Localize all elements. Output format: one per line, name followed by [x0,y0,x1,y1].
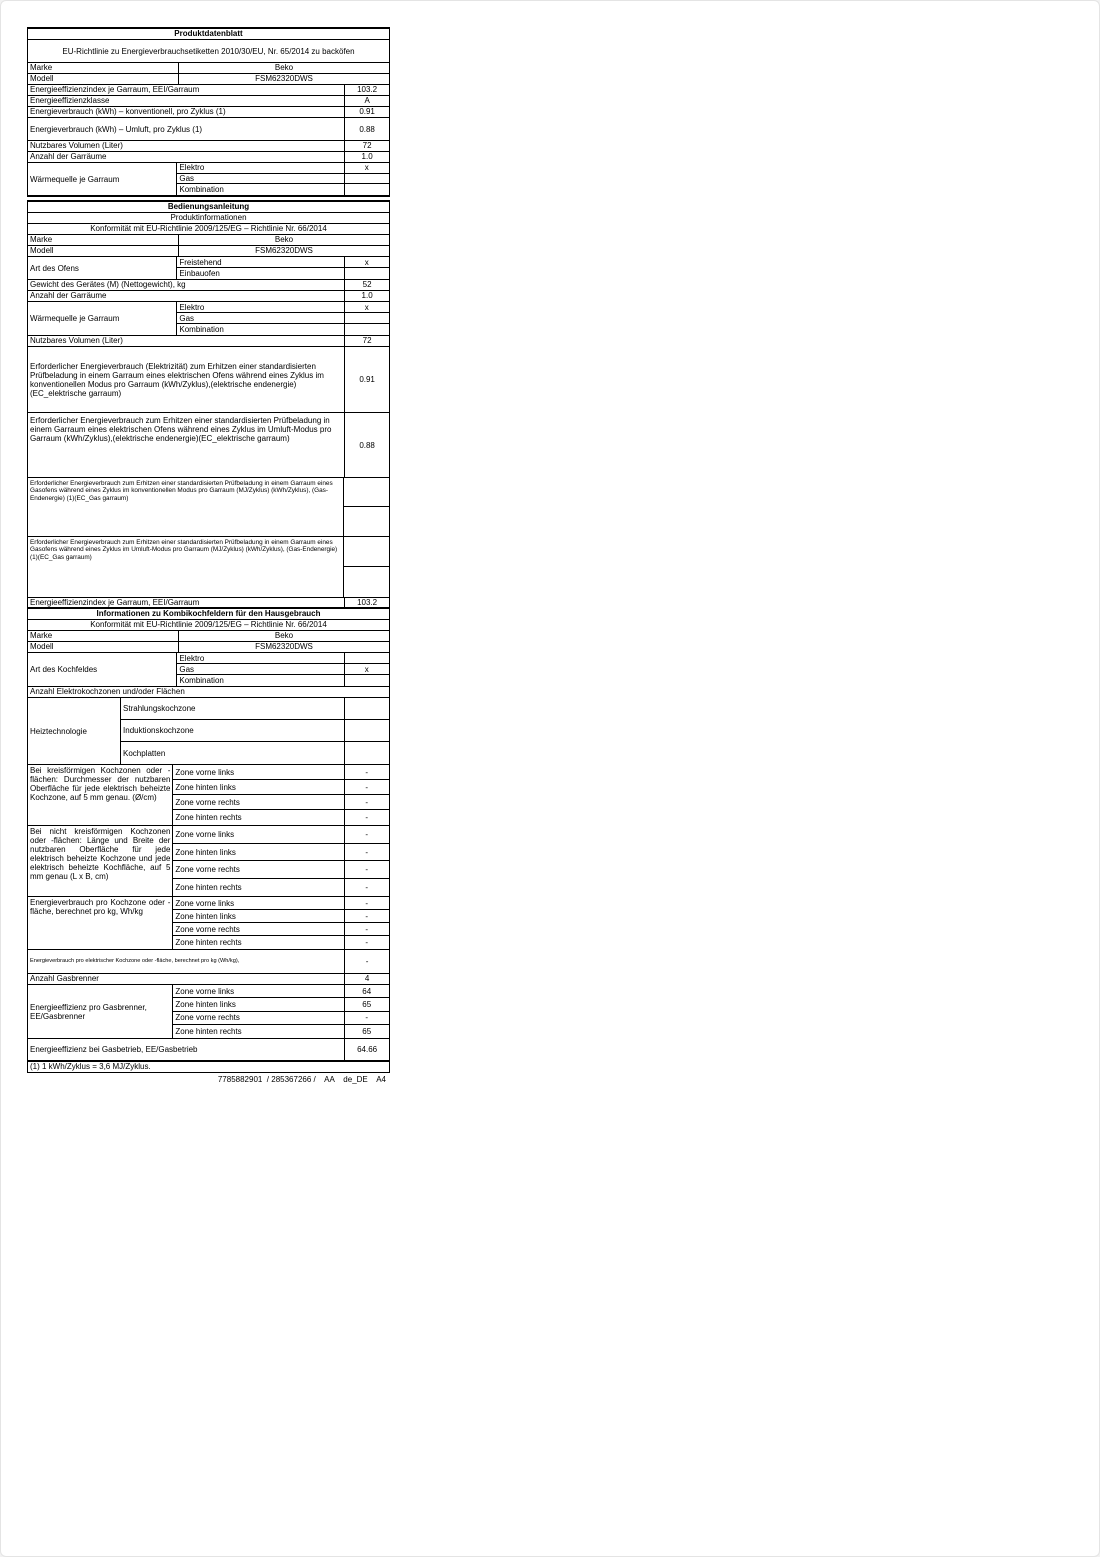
gasbetrieb-value: 64.66 [344,1039,389,1060]
document-code: 7785882901 / 285367266 / AA de_DE A4 [217,1075,386,1084]
zone-value: - [345,844,390,861]
verbrauch-konv-label: Energieverbrauch (kWh) – konventionell, pro Zyklus (1) [30,107,226,116]
kochfeld-art-label: Art des Kochfeldes [30,665,98,674]
waerme-option-label: Elektro [177,163,343,174]
zone-value: - [365,813,369,822]
waerme-option-label: Elektro [177,302,343,313]
zone-label: Zone hinten rechts [175,938,242,947]
nichtkreis-label: Bei nicht kreisförmigen Kochzonen oder -flächen: Länge und Breite der nutzbaren Oberfläche für jede elektrisch beheizte Kochzone und jede elektrisch beheizte Kochfläche, auf 5 mm genau (L x B, cm) [30,827,171,881]
anzahl-elektro-label: Anzahl Elektrokochzonen und/oder Flächen [30,687,185,696]
zone-value: - [345,780,390,795]
gas-konv-value-cell [344,478,389,507]
waerme-option-value [345,184,390,195]
gasbrenner-label: Anzahl Gasbrenner [30,974,99,983]
heiz-label: Heiztechnologie [30,726,87,736]
anzahl-label: Anzahl der Garräume [30,291,107,300]
gasbrenner-value: 4 [344,974,389,984]
kochfeld-art-option-value: x [345,664,390,675]
verbrauch-elektro-value: - [344,950,389,973]
product-data-sheet [27,27,390,1084]
verbrauch-elektro-label: Energieverbrauch pro elektrischer Kochzone oder -fläche, berechnet pro kg (Wh/kg), [30,957,240,964]
effizienz-label: Energieeffizienz pro Gasbrenner, EE/Gasbrenner [30,1002,147,1021]
anzahl-value: 1.0 [344,152,389,162]
zone-label: Zone vorne links [173,985,343,998]
section-produktdatenblatt [27,27,390,197]
zone-value: - [345,1012,390,1025]
kochfeld-art-option-label: Elektro [177,653,343,664]
zone-value: 65 [345,998,390,1011]
section-title: Informationen zu Kombikochfeldern für den Hausgebrauch [96,609,321,618]
zone-value: - [345,826,390,844]
anzahl-value: 1.0 [344,291,389,301]
heiz-option-value [345,720,390,742]
zone-label: Zone vorne rechts [173,923,343,936]
eei-label: Energieeffizienzindex je Garraum, EEI/Garraum [30,85,200,94]
waerme-option-label: Gas [177,313,343,324]
zone-label: Zone vorne rechts [173,795,343,810]
zone-label: Zone vorne links [173,826,343,844]
gas-konv-label: Erforderlicher Energieverbrauch zum Erhitzen einer standardisierten Prüfbeladung in einem Garraum eines Gasofens während eines Zyklus im konventionellen Modus pro Garraum (MJ/Zyklus) (kWh/Zyklus), (Gas-Endenergie) (1)(EC_Gas garraum) [30,480,333,502]
waerme-option-value: x [345,163,390,174]
zone-value: - [365,938,369,947]
zone-value: - [345,910,390,923]
ofen-art-option-value [345,268,390,279]
zone-value: 64 [345,985,390,998]
zone-label: Zone hinten links [173,998,343,1011]
waerme-label: Wärmequelle je Garraum [30,174,120,184]
klasse-value: A [344,96,389,106]
eei-value: 103.2 [344,85,389,95]
zone-label: Zone hinten links [173,780,343,795]
marke-value: Beko [178,235,389,245]
zone-label: Zone vorne links [173,765,343,780]
modell-value: FSM62320DWS [178,642,389,652]
marke-value: Beko [178,631,389,641]
waerme-option-value [345,174,390,185]
kochfeld-art-option-label: Kombination [179,676,224,685]
zone-label: Zone vorne rechts [173,1012,343,1025]
zone-value: - [345,923,390,936]
heiz-option-label: Strahlungskochzone [121,698,344,720]
eei-label: Energieeffizienzindex je Garraum, EEI/Garraum [30,598,200,607]
zone-label: Zone vorne links [173,897,343,910]
konformitaet-text: Konformität mit EU-Richtlinie 2009/125/EG – Richtlinie Nr. 66/2014 [90,620,327,629]
zone-value: - [365,883,369,892]
marke-label: Marke [30,631,53,640]
gasbetrieb-label: Energieeffizienz bei Gasbetrieb, EE/Gasbetrieb [30,1045,198,1054]
waerme-label: Wärmequelle je Garraum [30,314,120,323]
kochfeld-art-option-value [345,675,390,686]
gas-konv-value-cell [344,507,389,536]
zone-label: Zone hinten rechts [175,813,242,822]
volumen-label: Nutzbares Volumen (Liter) [30,336,123,345]
volumen-value: 72 [344,336,389,346]
kochfeld-art-option-label: Gas [177,664,343,675]
zone-value: - [345,765,390,780]
section-kochfelder [27,609,390,1073]
marke-label: Marke [30,235,53,244]
anzahl-label: Anzahl der Garräume [30,152,107,161]
modell-value: FSM62320DWS [178,246,389,256]
klasse-label: Energieeffizienzklasse [30,96,110,105]
elektro-umluft-label: Erforderlicher Energieverbrauch zum Erhitzen einer standardisierten Prüfbeladung in einem Garraum eines elektrischen Ofens während eines Zyklus im Umluft-Modus pro Garraum (kWh/Zyklus),(elektrische endenergie)(EC_elektrische garraum) [30,416,332,443]
elektro-konv-label: Erforderlicher Energieverbrauch (Elektrizität) zum Erhitzen einer standardisierten Prüfbeladung in einem Garraum eines elektrischen Ofens während eines Zyklus im konventionellen Modus pro Garraum (kWh/Zyklus),(elektrische endenergie)(EC_elektrische garraum) [30,361,324,398]
konformitaet-text: Konformität mit EU-Richtlinie 2009/125/EG – Richtlinie Nr. 66/2014 [90,224,327,233]
modell-label: Modell [30,74,54,83]
waerme-option-value [345,313,390,324]
gas-umluft-label: Erforderlicher Energieverbrauch zum Erhitzen einer standardisierten Prüfbeladung in einem Garraum eines Gasofens während eines Zyklus im Umluft-Modus pro Garraum (MJ/Zyklus) (kWh/Zyklus), (Gas-Endenergie) (1)(EC_Gas garraum) [30,539,338,561]
marke-value: Beko [178,63,389,73]
verbrauch-konv-value: 0.91 [344,107,389,117]
elektro-konv-value: 0.91 [344,347,389,412]
ofen-art-option-label: Einbauofen [179,269,220,278]
waerme-option-value [345,324,390,335]
ofen-art-label: Art des Ofens [30,263,79,273]
gas-umluft-value-cell [344,537,389,567]
section-subtitle: EU-Richtlinie zu Energieverbrauchsetiketten 2010/30/EU, Nr. 65/2014 zu backöfen [62,46,355,56]
volumen-label: Nutzbares Volumen (Liter) [30,141,123,150]
zone-label: Zone hinten links [173,910,343,923]
ofen-art-option-label: Freistehend [177,257,343,268]
verbrauch-zone-label: Energieverbrauch pro Kochzone oder -fläche, berechnet pro kg, Wh/kg [30,898,171,916]
verbrauch-umluft-value: 0.88 [344,118,389,140]
eei-value: 103.2 [344,598,389,607]
footnote: (1) 1 kWh/Zyklus = 3,6 MJ/Zyklus. [30,1062,151,1071]
heiz-option-value [345,698,390,720]
section-bedienungsanleitung [27,200,390,609]
zone-label: Zone vorne rechts [173,861,343,879]
zone-value: - [345,861,390,879]
waerme-option-label: Kombination [179,185,224,195]
heiz-option-label: Induktionskochzone [121,720,344,742]
section-title: Bedienungsanleitung [167,202,250,211]
waerme-option-label: Gas [177,174,343,185]
zone-value: - [345,795,390,810]
section-subtitle: Produktinformationen [170,213,247,222]
heiz-option-label: Kochplatten [123,748,166,758]
modell-value: FSM62320DWS [178,74,389,84]
elektro-umluft-value: 0.88 [344,413,389,477]
zone-label: Zone hinten rechts [175,1026,242,1036]
gewicht-value: 52 [344,280,389,290]
gewicht-label: Gewicht des Gerätes (M) (Nettogewicht), kg [30,280,186,289]
gas-umluft-value-cell [344,567,389,597]
kreis-label: Bei kreisförmigen Kochzonen oder -flächen: Durchmesser der nutzbaren Oberfläche für jede elektrisch beheizte Kochzone, auf 5 mm genau. (Ø/cm) [30,766,171,802]
waerme-option-value: x [345,302,390,313]
ofen-art-option-value: x [345,257,390,268]
waerme-option-label: Kombination [179,325,224,334]
kochfeld-art-option-value [345,653,390,664]
verbrauch-umluft-label: Energieverbrauch (kWh) – Umluft, pro Zyklus (1) [30,124,203,134]
volumen-value: 72 [344,141,389,151]
modell-label: Modell [30,246,54,255]
heiz-option-value [345,742,390,764]
section-title: Produktdatenblatt [174,29,243,38]
modell-label: Modell [30,642,54,651]
marke-label: Marke [30,63,53,72]
zone-label: Zone hinten links [173,844,343,861]
zone-value: 65 [362,1026,372,1036]
zone-label: Zone hinten rechts [175,883,242,892]
zone-value: - [345,897,390,910]
